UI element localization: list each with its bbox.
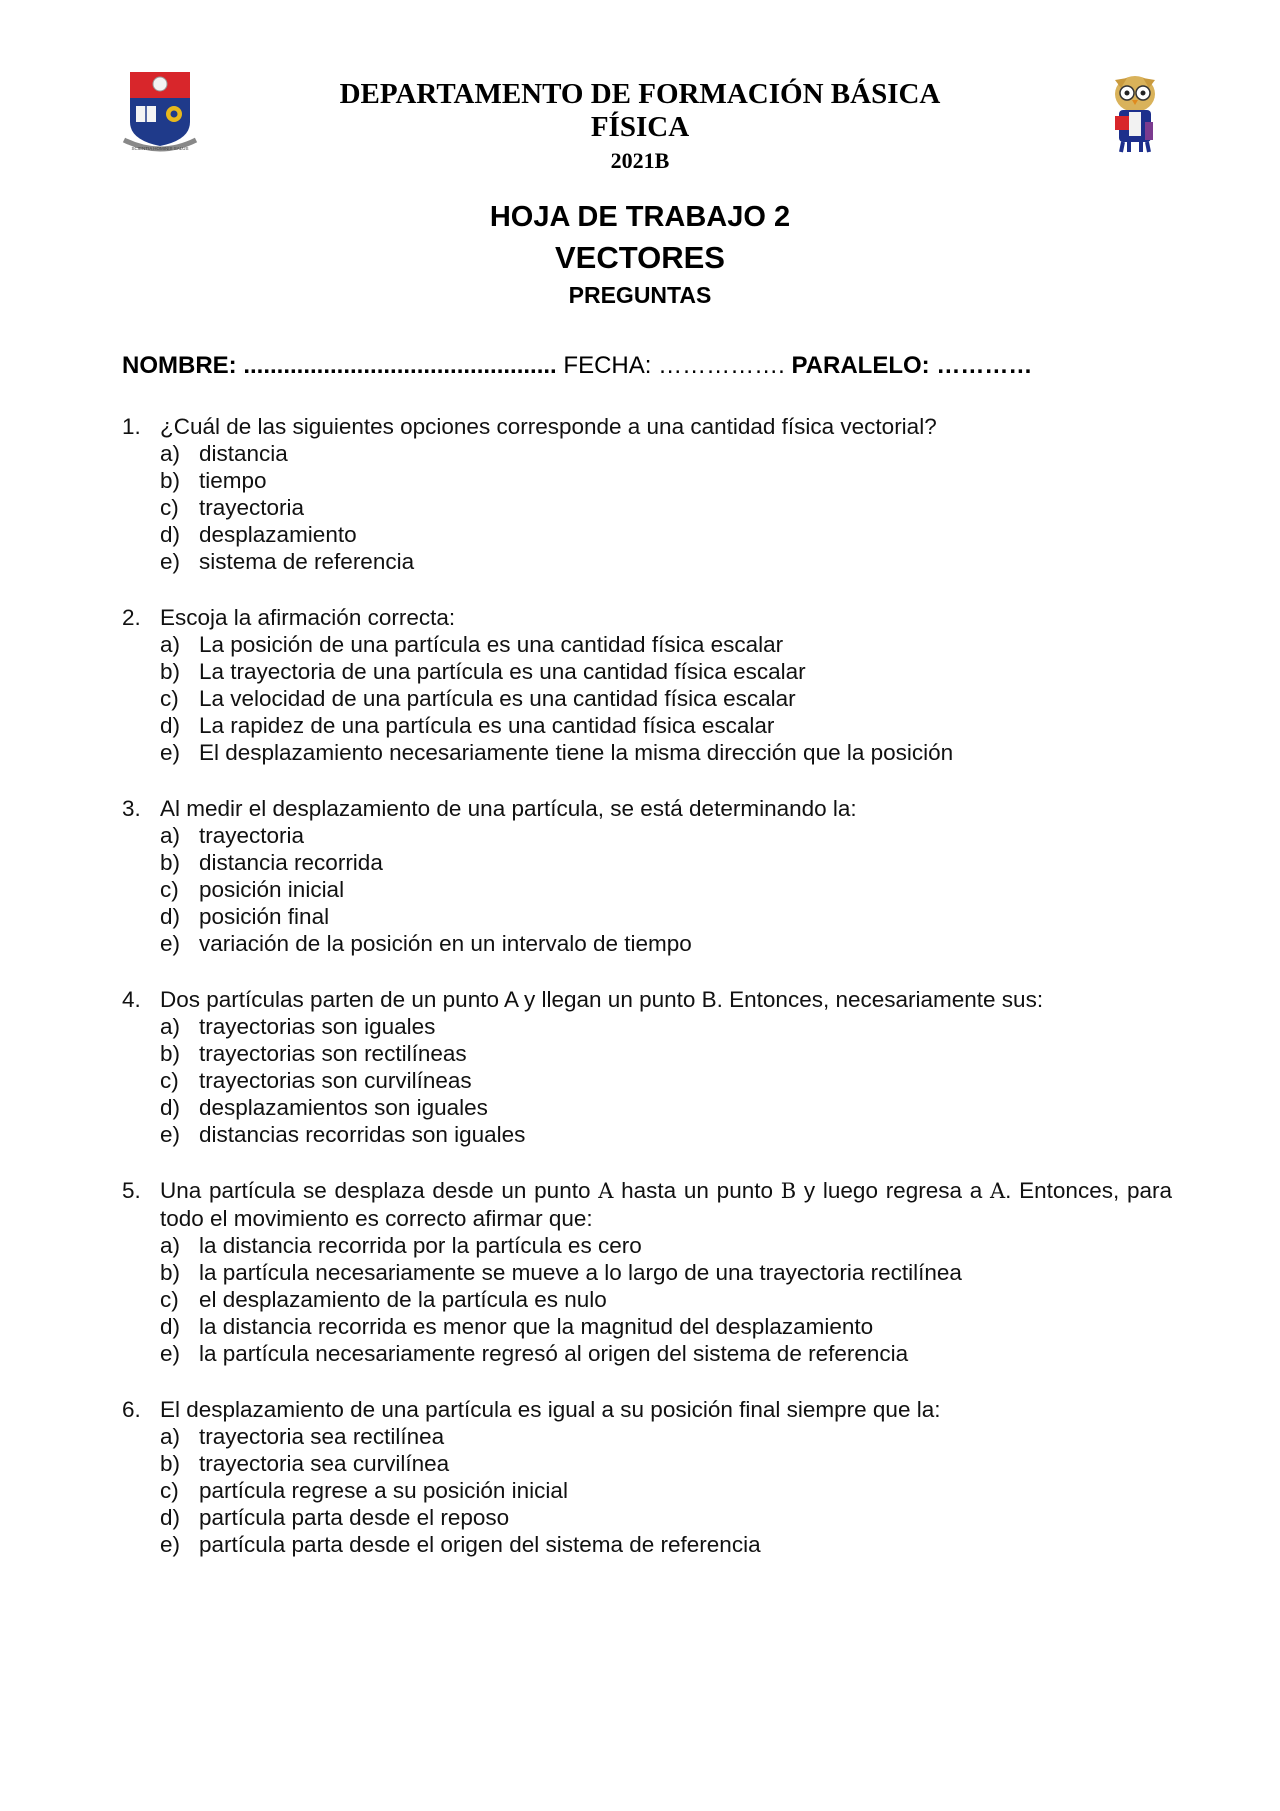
option-text: La rapidez de una partícula es una cantidad física escalar — [199, 713, 775, 738]
option-item[interactable] — [122, 712, 1172, 739]
date-field[interactable]: ……………. — [658, 352, 785, 379]
question-text: Dos partículas parten de un punto A y llegan un punto B. Entonces, necesariamente sus: — [160, 987, 1044, 1012]
question-text: Al medir el desplazamiento de una partícula, se está determinando la: — [160, 796, 857, 821]
option-text: la partícula necesariamente se mueve a lo largo de una trayectoria rectilínea — [199, 1260, 962, 1285]
option-text: partícula parta desde el reposo — [199, 1505, 510, 1530]
option-letter: a) — [160, 1424, 181, 1449]
option-text: desplazamientos son iguales — [199, 1095, 488, 1120]
option-text: La posición de una partícula es una cantidad física escalar — [199, 632, 784, 657]
option-letter: b) — [160, 468, 181, 493]
question-4 — [122, 986, 1172, 1148]
question-2 — [122, 604, 1172, 766]
option-item[interactable] — [122, 1259, 1172, 1286]
option-text: trayectoria — [199, 495, 305, 520]
name-label: NOMBRE: — [122, 352, 237, 379]
question-text-part: Una partícula se desplaza desde un punto — [160, 1178, 599, 1203]
option-letter: e) — [160, 549, 181, 574]
option-item[interactable] — [122, 1040, 1172, 1067]
student-info-row — [122, 352, 1172, 380]
option-letter: b) — [160, 1041, 181, 1066]
option-letter: a) — [160, 1233, 181, 1258]
option-text: posición final — [199, 904, 330, 929]
option-item[interactable] — [122, 1531, 1172, 1558]
option-list — [122, 440, 1172, 575]
name-field[interactable]: ............................................... — [243, 352, 557, 379]
option-list — [122, 1013, 1172, 1148]
point-b-label: B — [780, 1179, 797, 1203]
point-a-label: A — [989, 1179, 1006, 1203]
option-text: sistema de referencia — [199, 549, 415, 574]
option-item[interactable] — [122, 1313, 1172, 1340]
option-letter: d) — [160, 1314, 181, 1339]
option-item[interactable] — [122, 930, 1172, 957]
option-item[interactable] — [122, 494, 1172, 521]
option-text: desplazamiento — [199, 522, 357, 547]
question-number: 2. — [122, 605, 141, 630]
option-item[interactable] — [122, 1094, 1172, 1121]
option-letter: b) — [160, 850, 181, 875]
option-letter: c) — [160, 495, 179, 520]
option-text: partícula parta desde el origen del sistema de referencia — [199, 1532, 761, 1557]
parallel-field[interactable]: ………… — [936, 352, 1033, 379]
option-letter: c) — [160, 1068, 179, 1093]
question-number: 4. — [122, 987, 141, 1012]
question-text-part: y luego regresa a — [796, 1178, 990, 1203]
option-item[interactable] — [122, 1232, 1172, 1259]
option-letter: d) — [160, 522, 181, 547]
option-item[interactable] — [122, 521, 1172, 548]
option-item[interactable] — [122, 548, 1172, 575]
department-title: DEPARTAMENTO DE FORMACIÓN BÁSICA — [339, 78, 941, 110]
option-letter: a) — [160, 823, 181, 848]
option-item[interactable] — [122, 903, 1172, 930]
option-letter: d) — [160, 904, 181, 929]
option-text: El desplazamiento necesariamente tiene la misma dirección que la posición — [199, 740, 954, 765]
option-letter: e) — [160, 931, 181, 956]
term-label: 2021B — [610, 148, 670, 173]
option-item[interactable] — [122, 1477, 1172, 1504]
option-list — [122, 822, 1172, 957]
option-text: variación de la posición en un intervalo de tiempo — [199, 931, 692, 956]
option-text: trayectorias son curvilíneas — [199, 1068, 472, 1093]
question-number: 5. — [122, 1178, 141, 1203]
question-text — [160, 1177, 1172, 1232]
option-item[interactable] — [122, 685, 1172, 712]
option-list — [122, 1232, 1172, 1367]
option-item[interactable] — [122, 1067, 1172, 1094]
option-item[interactable] — [122, 658, 1172, 685]
parallel-label: PARALELO: — [791, 352, 930, 379]
subject-title: FÍSICA — [590, 111, 690, 143]
option-item[interactable] — [122, 1121, 1172, 1148]
option-item[interactable] — [122, 440, 1172, 467]
option-letter: e) — [160, 1532, 181, 1557]
question-number: 6. — [122, 1397, 141, 1422]
question-5 — [122, 1177, 1172, 1367]
option-list — [122, 631, 1172, 766]
option-letter: d) — [160, 713, 181, 738]
option-letter: a) — [160, 441, 181, 466]
option-item[interactable] — [122, 1340, 1172, 1367]
option-text: distancias recorridas son iguales — [199, 1122, 526, 1147]
worksheet-section: PREGUNTAS — [568, 282, 712, 308]
question-number: 1. — [122, 414, 141, 439]
question-text-part: hasta un punto — [613, 1178, 781, 1203]
option-text: distancia — [199, 441, 288, 466]
option-text: la partícula necesariamente regresó al origen del sistema de referencia — [199, 1341, 909, 1366]
option-letter: c) — [160, 686, 179, 711]
option-text: la distancia recorrida es menor que la magnitud del desplazamiento — [199, 1314, 874, 1339]
option-text: la distancia recorrida por la partícula es cero — [199, 1233, 642, 1258]
option-letter: a) — [160, 632, 181, 657]
option-list — [122, 1423, 1172, 1558]
date-label: FECHA: — [563, 352, 652, 379]
option-text: La velocidad de una partícula es una cantidad física escalar — [199, 686, 796, 711]
option-letter: a) — [160, 1014, 181, 1039]
crest-motto: SCIENTIA HOMINIS SALUS — [131, 146, 189, 151]
question-1 — [122, 413, 1172, 575]
option-text: el desplazamiento de la partícula es nulo — [199, 1287, 607, 1312]
option-item[interactable] — [122, 1286, 1172, 1313]
question-number: 3. — [122, 796, 141, 821]
option-text: La trayectoria de una partícula es una cantidad física escalar — [199, 659, 806, 684]
option-item[interactable] — [122, 849, 1172, 876]
option-letter: e) — [160, 740, 181, 765]
option-text: trayectoria sea curvilínea — [199, 1451, 450, 1476]
option-text: trayectoria — [199, 823, 305, 848]
option-text: trayectorias son iguales — [199, 1014, 436, 1039]
option-item[interactable] — [122, 1013, 1172, 1040]
question-text: Escoja la afirmación correcta: — [160, 605, 456, 630]
worksheet-title: HOJA DE TRABAJO 2 — [489, 201, 791, 233]
question-text: ¿Cuál de las siguientes opciones corresponde a una cantidad física vectorial? — [160, 414, 937, 439]
option-item[interactable] — [122, 822, 1172, 849]
option-letter: d) — [160, 1505, 181, 1530]
question-6 — [122, 1396, 1172, 1558]
question-3 — [122, 795, 1172, 957]
option-letter: d) — [160, 1095, 181, 1120]
option-letter: e) — [160, 1122, 181, 1147]
option-text: trayectoria sea rectilínea — [199, 1424, 445, 1449]
option-text: partícula regrese a su posición inicial — [199, 1478, 568, 1503]
point-a-label: A — [598, 1179, 614, 1203]
option-item[interactable] — [122, 876, 1172, 903]
option-item[interactable] — [122, 1450, 1172, 1477]
option-text: posición inicial — [199, 877, 345, 902]
option-letter: b) — [160, 1260, 181, 1285]
option-item[interactable] — [122, 1423, 1172, 1450]
question-text-part: . Entonces, para todo el movimiento es correcto afirmar que: — [160, 1178, 1172, 1231]
option-item[interactable] — [122, 1504, 1172, 1531]
option-letter: c) — [160, 1478, 179, 1503]
option-letter: b) — [160, 659, 181, 684]
option-text: tiempo — [199, 468, 267, 493]
option-item[interactable] — [122, 739, 1172, 766]
option-text: trayectorias son rectilíneas — [199, 1041, 467, 1066]
option-letter: b) — [160, 1451, 181, 1476]
option-letter: c) — [160, 877, 179, 902]
option-letter: e) — [160, 1341, 181, 1366]
option-letter: c) — [160, 1287, 179, 1312]
worksheet-topic: VECTORES — [555, 240, 725, 275]
option-item[interactable] — [122, 467, 1172, 494]
option-text: distancia recorrida — [199, 850, 383, 875]
option-item[interactable] — [122, 631, 1172, 658]
question-text: El desplazamiento de una partícula es igual a su posición final siempre que la: — [160, 1397, 941, 1422]
